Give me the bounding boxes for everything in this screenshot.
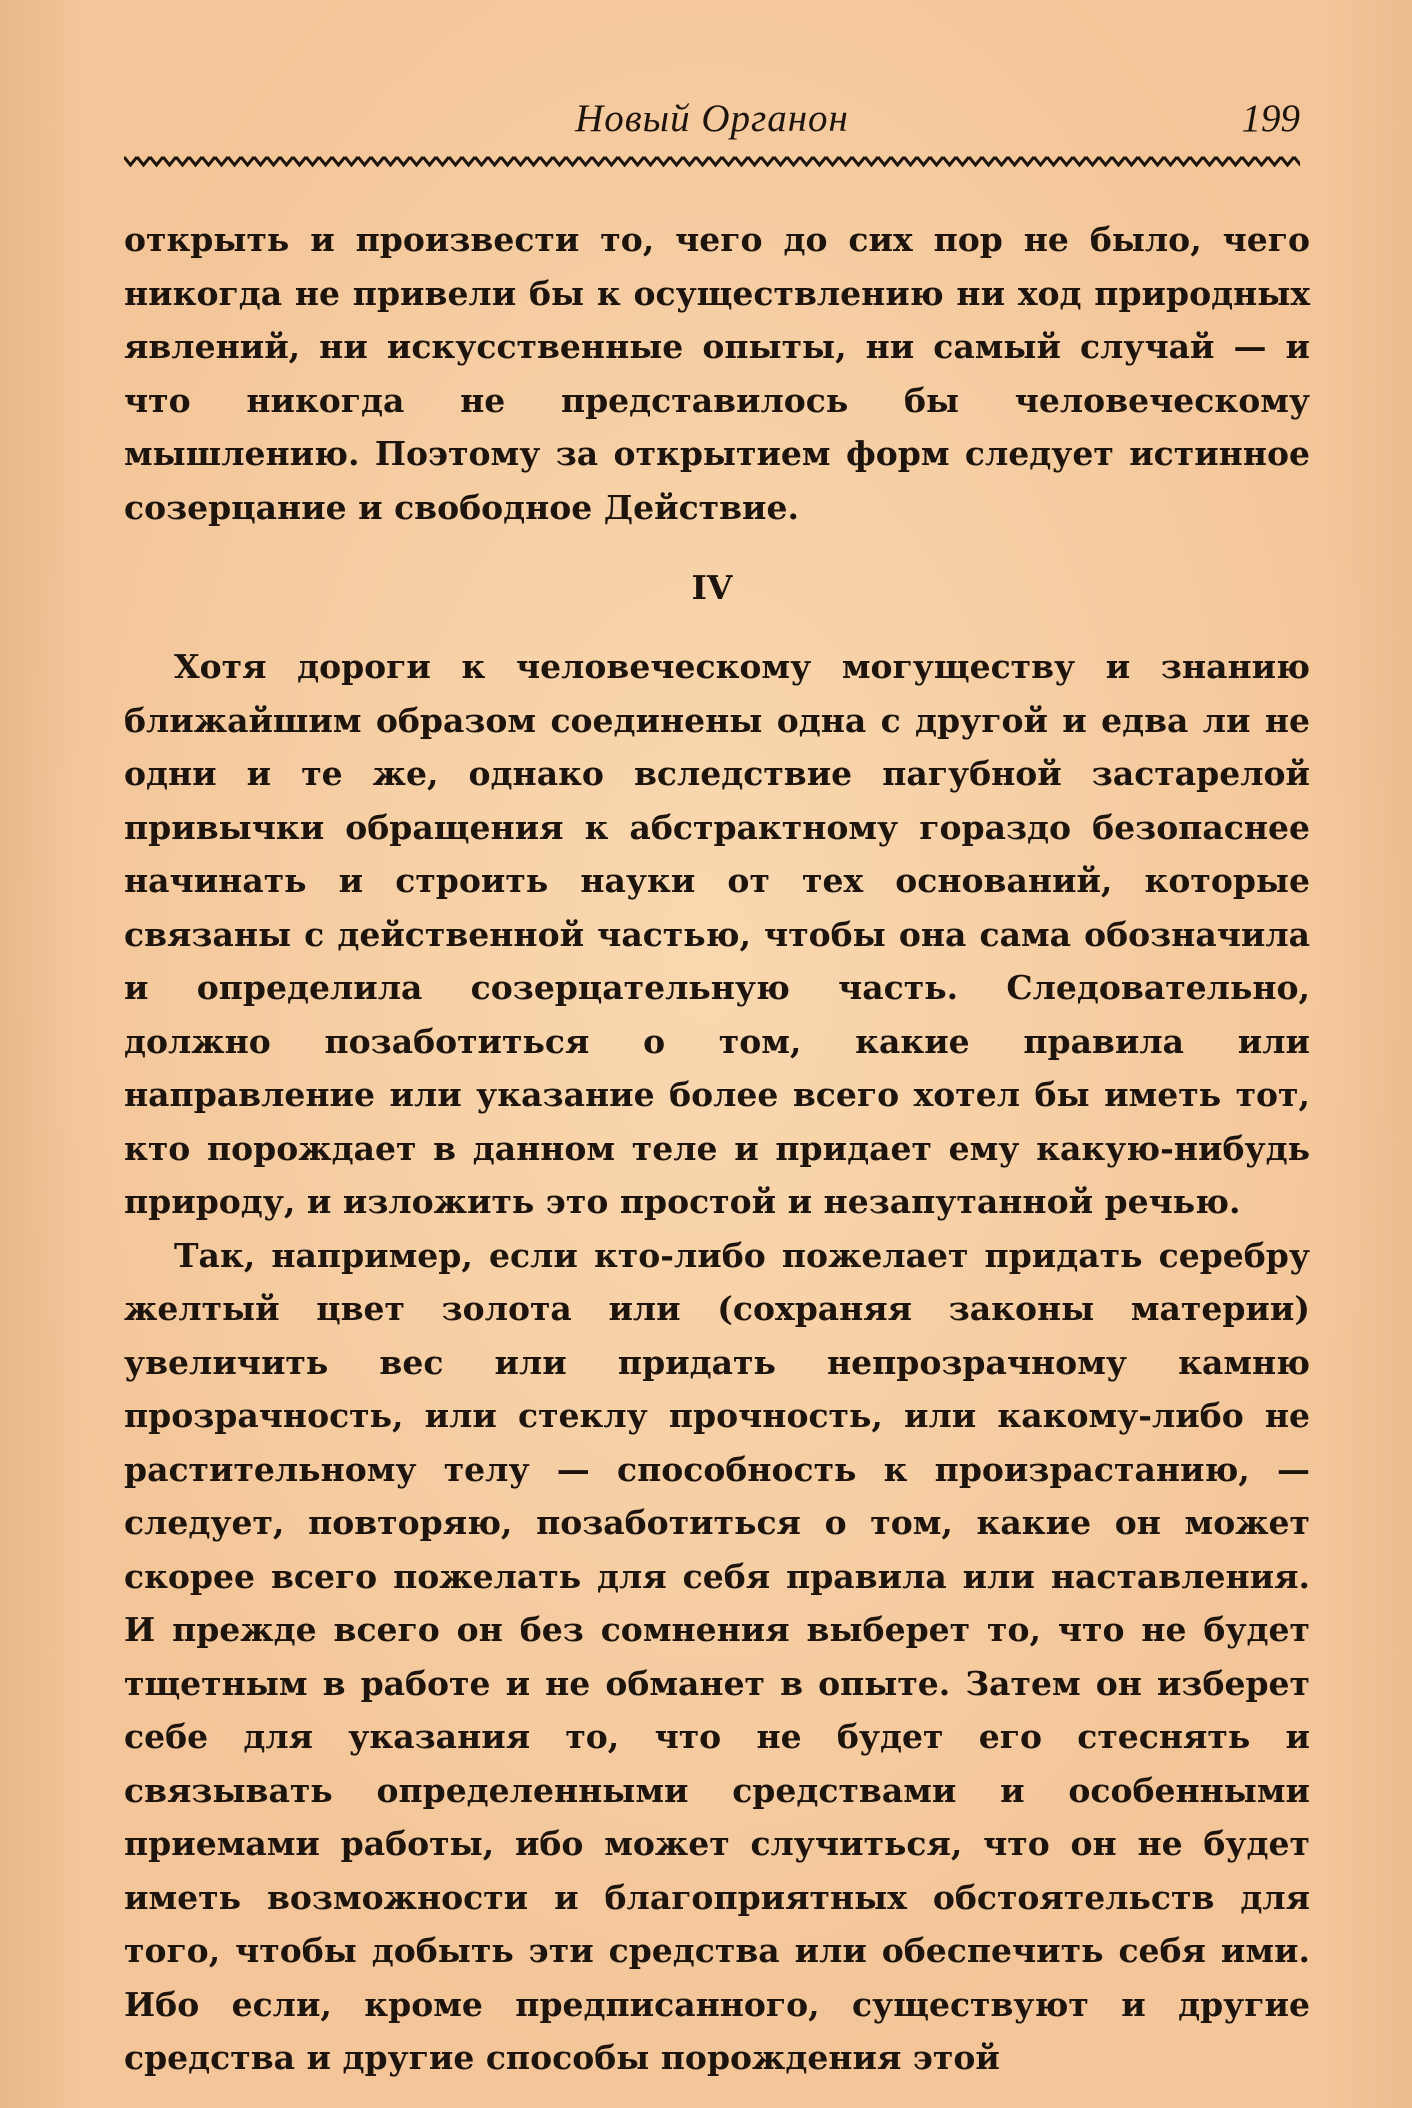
header-rule-ornament	[124, 154, 1300, 168]
paragraph: Так, например, если кто-либо пожелает придать серебру желтый цвет золота или (сохраняя законы материи) увеличить вес или придать непрозрачному камню прозрачность, или стеклу прочность, или какому-либо не растительному телу — способность к произрастанию, — следует, повторяю, позаботиться о том, какие он может скорее всего пожелать для себя правила или наставления. И прежде всего он без сомнения выберет то, что не будет тщетным в работе и не обманет в опыте. Затем он изберет себе для указания то, что не будет его стеснять и связывать определенными средствами и особенными приемами работы, ибо может случиться, что он не будет иметь возможности и благоприятных обстоятельств для того, чтобы добыть эти средства или обеспечить себя ими. Ибо если, кроме предписанного, существуют и другие средства и другие способы порождения этой	[124, 1235, 1310, 2077]
top-paragraph	[124, 213, 1310, 534]
section-body	[124, 640, 1310, 2085]
paragraph-continuation: открыть и произвести то, чего до сих пор не было, чего никогда не привели бы к осуществлению ни ход природных явлений, ни искусственные опыты, ни самый случай — и что никогда не представилось бы человеческому мышлению. Поэтому за открытием форм следует истинное созерцание и свободное Действие.	[124, 220, 1310, 527]
paragraph: Хотя дороги к человеческому могуществу и знанию ближайшим образом соединены одна с другой и едва ли не одни и те же, однако вследствие пагубной застарелой привычки обращения к абстрактному гораздо безопаснее начинать и строить науки от тех оснований, которые связаны с действенной частью, чтобы она сама обозначила и определила созерцательную часть. Следовательно, должно позаботиться о том, какие правила или направление или указание более всего хотел бы иметь тот, кто порождает в данном теле и придает ему какую-нибудь природу, и изложить это простой и незапутанной речью.	[124, 647, 1310, 1221]
running-title: Новый Органон	[575, 97, 849, 140]
running-head	[124, 96, 1300, 148]
page-number: 199	[1241, 97, 1300, 140]
section-numeral: IV	[691, 568, 733, 607]
